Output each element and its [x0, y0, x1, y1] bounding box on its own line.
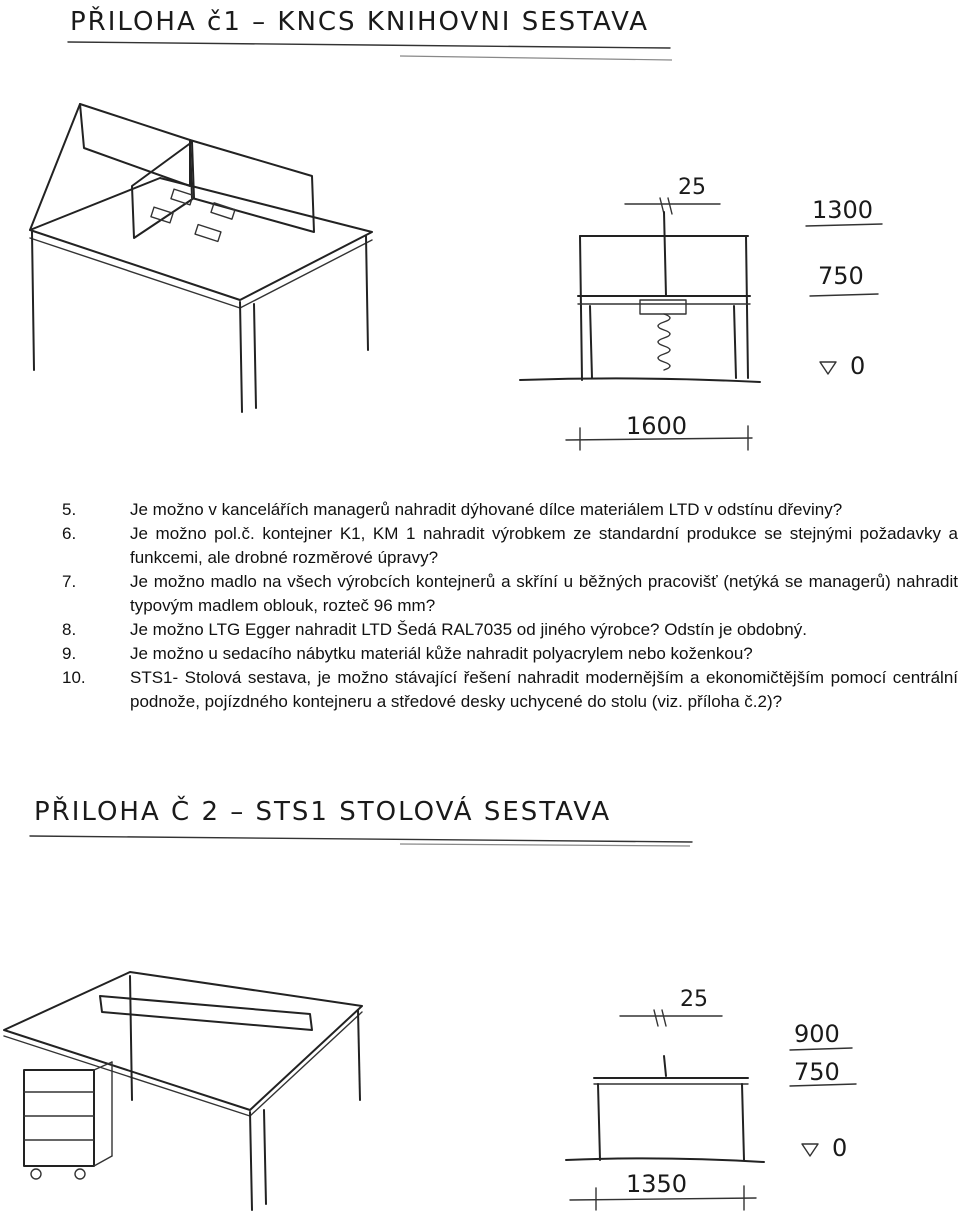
question-number: 10. [62, 668, 86, 687]
question-item [62, 642, 958, 666]
question-item [62, 522, 958, 570]
question-number: 6. [62, 524, 77, 543]
question-item [62, 618, 958, 642]
dim-table-height-1: 750 [818, 262, 864, 290]
question-text: Je možno pol.č. kontejner K1, KM 1 nahradit výrobkem ze standardní produkce se stejnými požadavky a funkcemi, ale drobné rozměrové úpravy? [130, 524, 958, 567]
desk-sketch-1 [30, 104, 372, 412]
attachment1-drawing [0, 0, 960, 470]
attachment2-sketch [0, 780, 960, 1220]
question-text: STS1- Stolová sestava, je možno stávající řešení nahradit modernějším a ekonomičtějším pomocí centrální podnože, pojízdného kontejneru a středové desky uchycené do stolu (viz. příloha č.2)? [130, 668, 958, 711]
question-number: 8. [62, 620, 77, 639]
title-underline-2 [400, 56, 672, 60]
question-list [62, 498, 958, 714]
floor-triangle-icon [820, 362, 836, 374]
dim-panel-height-2: 900 [794, 1020, 840, 1048]
desk-sketch-2 [4, 972, 362, 1210]
attachment2-drawing [0, 780, 960, 1220]
question-text: Je možno u sedacího nábytku materiál kůže nahradit polyacrylem nebo koženkou? [130, 644, 753, 663]
question-number: 9. [62, 644, 77, 663]
question-text: Je možno LTG Egger nahradit LTD Šedá RAL7035 od jiného výrobce? Odstín je obdobný. [130, 620, 807, 639]
question-item [62, 498, 958, 522]
elevation-sketch-2 [566, 987, 856, 1210]
title-underline [30, 836, 692, 842]
dim-panel-height-1: 1300 [812, 196, 874, 224]
dim-floor-1: 0 [850, 352, 866, 380]
attachment2-title: PŘILOHA Č 2 – STS1 STOLOVÁ SESTAVA [34, 797, 612, 827]
question-text: Je možno v kancelářích managerů nahradit dýhované dílce materiálem LTD v odstínu dřeviny? [130, 500, 843, 519]
dim-width-1: 1600 [626, 412, 688, 440]
floor-triangle-icon [802, 1144, 818, 1156]
dim-floor-2: 0 [832, 1134, 848, 1162]
elevation-sketch-1 [520, 175, 882, 450]
question-text: Je možno madlo na všech výrobcích kontejnerů a skříní u běžných pracovišť (netýká se managerů) nahradit typovým madlem oblouk, rozteč 96 mm? [130, 572, 958, 615]
title-underline [68, 42, 670, 48]
question-item [62, 666, 958, 714]
attachment1-sketch [0, 0, 960, 470]
question-number: 5. [62, 500, 77, 519]
question-number: 7. [62, 572, 77, 591]
attachment1-title: PŘILOHA č1 – KNCS KNIHOVNI SESTAVA [70, 7, 650, 37]
dim-top-gap-2: 25 [680, 987, 708, 1012]
dim-top-gap-1: 25 [678, 175, 706, 200]
question-item [62, 570, 958, 618]
title-underline-2 [400, 844, 690, 846]
dim-table-height-2: 750 [794, 1058, 840, 1086]
dim-width-2: 1350 [626, 1170, 688, 1198]
